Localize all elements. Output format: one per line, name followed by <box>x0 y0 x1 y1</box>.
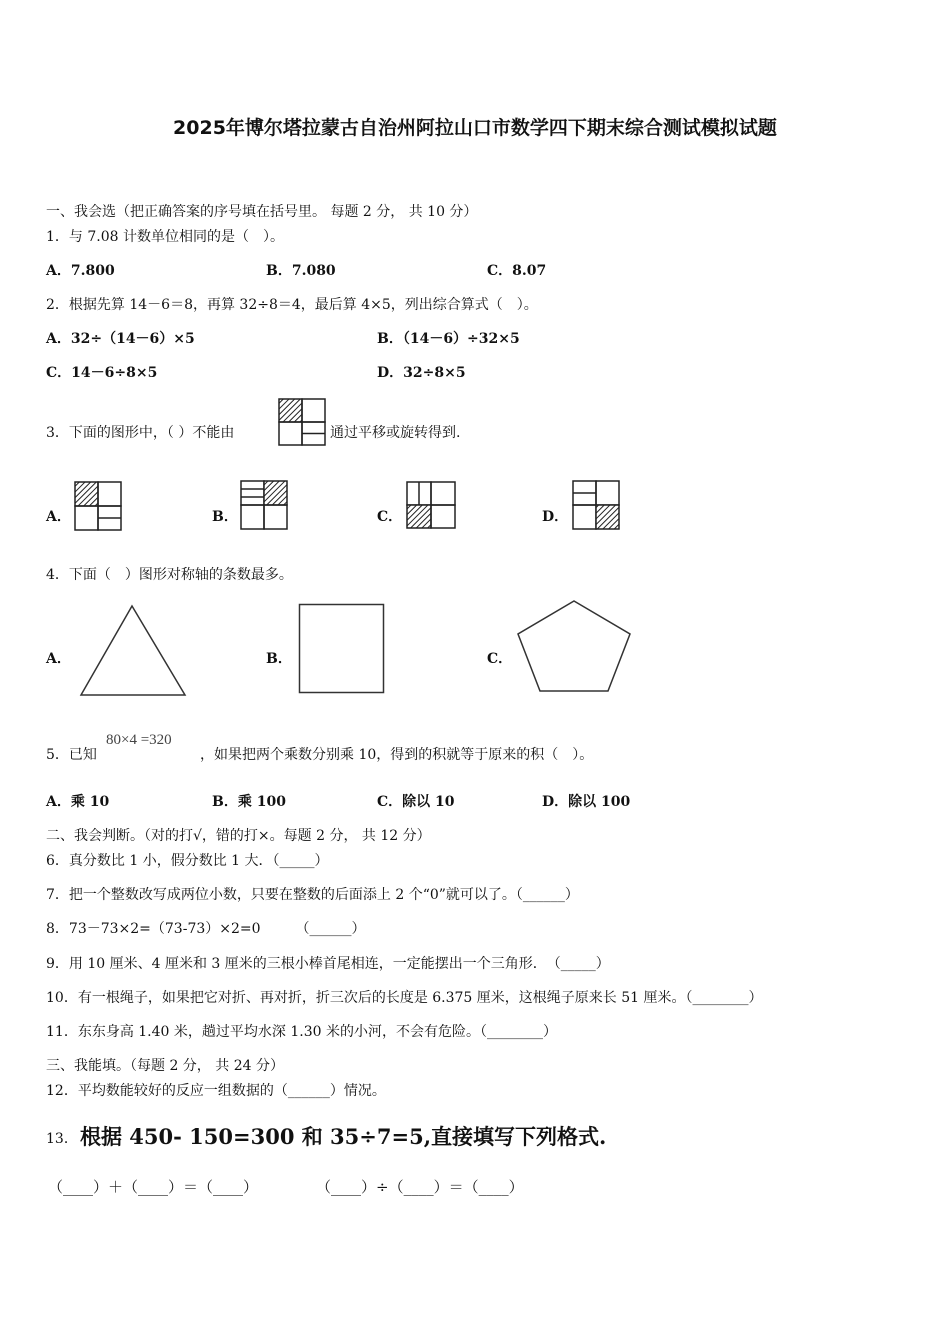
q2-option-d: D．32÷8×5 <box>377 365 466 381</box>
q5-stem-after: ，如果把两个乘数分别乘 10，得到的积就等于原来的积（ ）。 <box>200 747 594 763</box>
q3-option-d: D． <box>542 509 569 525</box>
q5-option-c: C．除以 10 <box>377 794 455 810</box>
q4-stem: 4．下面（ ）图形对称轴的条数最多。 <box>46 567 293 583</box>
q12-text: 12．平均数能较好的反应一组数据的（______）情况。 <box>46 1083 386 1099</box>
q8-text: 8．73－73×2=（73-73）×2=0 （______） <box>46 921 366 937</box>
q10-text: 10．有一根绳子，如果把它对折、再对折，折三次后的长度是 6.375 厘米，这根绳子原来长 51 厘米。（________） <box>46 990 763 1006</box>
q4-triangle-figure <box>78 604 188 698</box>
q1-option-c: C．8.07 <box>487 263 547 279</box>
q3-figure-b <box>240 480 288 530</box>
q5-option-a: A．乘 10 <box>46 794 110 810</box>
q9-text: 9．用 10 厘米、4 厘米和 3 厘米的三根小棒首尾相连，一定能摆出一个三角形． （_____） <box>46 956 610 972</box>
q13-answer-line-division: （____）÷（____）＝（____） <box>316 1178 524 1196</box>
q4-square-figure <box>298 603 386 695</box>
q2-option-a: A．32÷（14－6）×5 <box>46 331 195 347</box>
q3-stem-before: 3．下面的图形中，（ ）不能由 <box>46 425 235 441</box>
q3-figure-a <box>74 481 122 531</box>
section3-header: 三、我能填。（每题 2 分， 共 24 分） <box>46 1058 284 1074</box>
q2-option-c: C．14－6÷8×5 <box>46 365 158 381</box>
q4-option-c: C． <box>487 651 513 667</box>
q1-option-b: B．7.080 <box>266 263 336 279</box>
q3-option-b: B． <box>212 509 238 525</box>
q3-reference-figure <box>278 398 326 446</box>
q3-figure-c <box>406 481 456 529</box>
q11-text: 11．东东身高 1.40 米，趟过平均水深 1.30 米的小河，不会有危险。（________） <box>46 1024 557 1040</box>
q13-answer-line-addition: （____）＋（____）＝（____） <box>48 1178 259 1196</box>
q1-option-a: A．7.800 <box>46 263 115 279</box>
section1-header: 一、我会选（把正确答案的序号填在括号里。 每题 2 分， 共 10 分） <box>46 204 478 220</box>
q7-text: 7．把一个整数改写成两位小数，只要在整数的后面添上 2 个“0”就可以了。（______） <box>46 887 579 903</box>
page-title: 2025年博尔塔拉蒙古自治州阿拉山口市数学四下期末综合测试模拟试题 <box>173 117 777 139</box>
q13-stem: 根据 450- 150=300 和 35÷7=5,直接填写下列格式. <box>80 1124 607 1149</box>
q2-stem: 2．根据先算 14－6＝8，再算 32÷8＝4，最后算 4×5，列出综合算式（ ）。 <box>46 297 538 313</box>
q5-stem-before: 5．已知 <box>46 747 97 763</box>
q13-number: 13． <box>46 1131 78 1147</box>
section2-header: 二、我会判断。（对的打√，错的打×。每题 2 分， 共 12 分） <box>46 828 431 844</box>
q1-stem: 1．与 7.08 计数单位相同的是（ ）。 <box>46 229 284 245</box>
q3-option-a: A． <box>46 509 71 525</box>
q6-text: 6．真分数比 1 小，假分数比 1 大．（_____） <box>46 853 329 869</box>
q4-option-b: B． <box>266 651 292 667</box>
q2-option-b: B．（14－6）÷32×5 <box>377 331 520 347</box>
q5-formula: 80×4 =320 <box>106 732 172 748</box>
q4-pentagon-figure <box>515 599 633 695</box>
q3-option-c: C． <box>377 509 403 525</box>
q3-figure-d <box>572 480 620 530</box>
q4-option-a: A． <box>46 651 71 667</box>
q5-option-b: B．乘 100 <box>212 794 286 810</box>
q5-option-d: D．除以 100 <box>542 794 631 810</box>
q3-stem-after: 通过平移或旋转得到. <box>330 425 461 441</box>
